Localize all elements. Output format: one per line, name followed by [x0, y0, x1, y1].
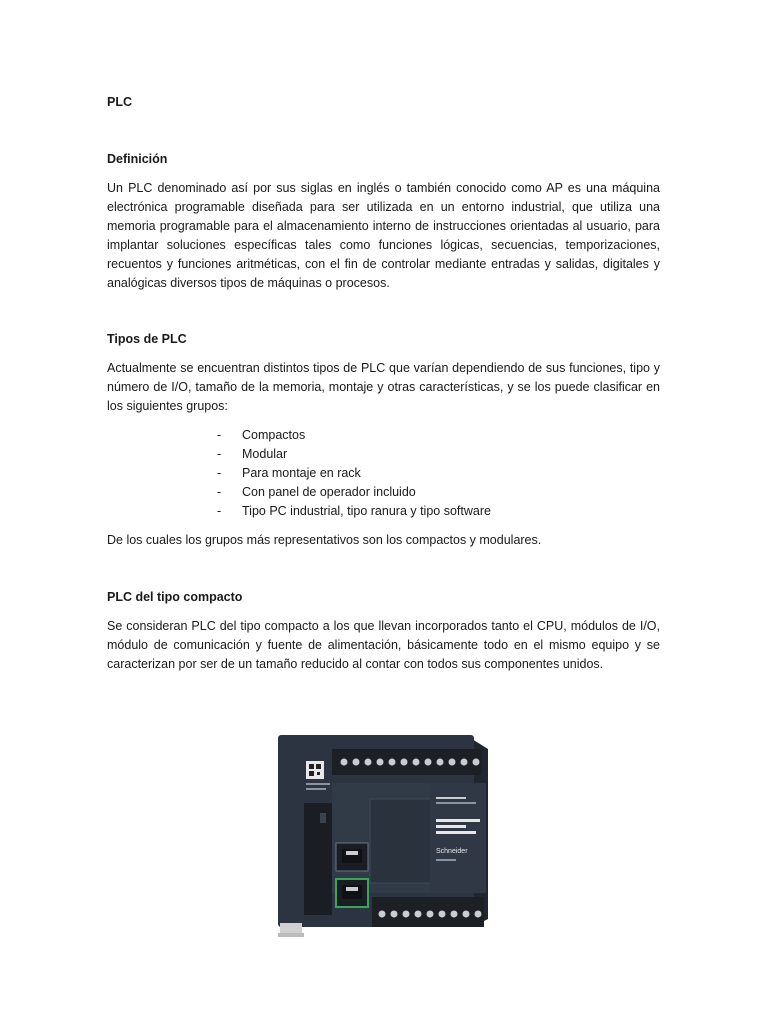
paragraph-tipos-closing: De los cuales los grupos más representativos son los compactos y modulares. [107, 533, 542, 547]
section-heading-compacto: PLC del tipo compacto [107, 590, 243, 604]
paragraph-definicion: Un PLC denominado así por sus siglas en inglés o también conocido como AP es una máquina electrónica programable diseñada para ser utilizada en un entorno industrial, que utiliza una memoria programable para el almacenamiento interno de instrucciones orientadas al usuario, para implantar soluciones específicas tales como funciones lógicas, secuencias, temporizaciones, recuentos y funciones aritméticas, con el fin de controlar mediante entradas y salidas, digitales y analógicas diversos tipos de máquinas o procesos. [107, 181, 660, 290]
list-item: - Modular [217, 447, 288, 461]
list-item: - Tipo PC industrial, tipo ranura y tipo software [217, 504, 491, 518]
paragraph-tipos: Actualmente se encuentran distintos tipos de PLC que varían dependiendo de sus funciones, tipo y número de I/O, tamaño de la memoria, montaje y otras características, y se los puede clasificar en los siguientes grupos: [107, 361, 660, 413]
paragraph-compacto: Se consideran PLC del tipo compacto a los que llevan incorporados tanto el CPU, módulos de I/O, módulo de comunicación y fuente de alimentación, básicamente todo en el mismo equipo y se caracterizan por ser de un tamaño reducido al contar con todos sus componentes unidos. [107, 619, 660, 671]
plc-device-image [274, 727, 494, 952]
document-title: PLC [107, 95, 132, 109]
brand-label: Schneider [436, 848, 468, 855]
list-item: - Compactos [217, 428, 306, 442]
list-item: - Con panel de operador incluido [217, 485, 416, 499]
plc-types-list [217, 426, 491, 521]
section-heading-definicion: Definición [107, 152, 168, 166]
list-item: - Para montaje en rack [217, 466, 361, 480]
plc-device-illustration [274, 727, 494, 952]
section-heading-tipos: Tipos de PLC [107, 332, 187, 346]
